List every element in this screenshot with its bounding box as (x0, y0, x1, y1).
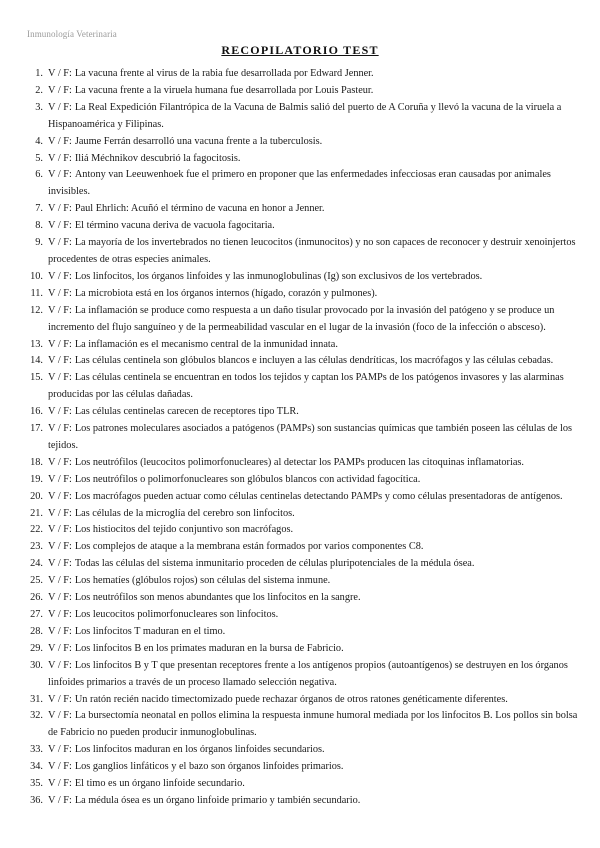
true-false-label: V / F: (48, 372, 72, 384)
question-body (48, 776, 579, 793)
question-item (27, 134, 579, 151)
question-body (48, 472, 579, 489)
true-false-label: V / F: (48, 744, 72, 756)
question-text: Las células centinelas carecen de receptores tipo TLR. (74, 406, 299, 418)
true-false-label: V / F: (48, 338, 72, 350)
question-body (48, 151, 579, 168)
question-number: 33. (30, 744, 43, 756)
question-item (27, 708, 579, 742)
question-body (48, 658, 579, 692)
true-false-label: V / F: (48, 575, 72, 587)
question-number: 5. (35, 152, 43, 164)
question-text: Los linfocitos B en los primates maduran en la bursa de Fabricio. (74, 642, 344, 654)
true-false-label: V / F: (48, 625, 72, 637)
question-body (48, 286, 579, 303)
question-body (48, 742, 579, 759)
question-text: La microbiota está en los órganos internos (hígado, corazón y pulmones). (74, 287, 378, 299)
running-header: Inmunología Veterinaria (27, 29, 117, 39)
question-number: 12. (30, 304, 43, 316)
question-text: Los complejos de ataque a la membrana están formados por varios componentes C8. (74, 541, 424, 553)
true-false-label: V / F: (48, 490, 72, 502)
question-number: 32. (30, 710, 43, 722)
question-body (48, 708, 579, 742)
question-item (27, 235, 579, 269)
question-body (48, 522, 579, 539)
question-text: La Real Expedición Filantrópica de la Vacuna de Balmis salió del puerto de A Coruña y llevó la vacuna de la viruela a Hispanoamérica y Filipinas. (48, 101, 562, 130)
question-body (48, 455, 579, 472)
true-false-label: V / F: (48, 778, 72, 790)
question-body (48, 370, 579, 404)
question-body (48, 201, 579, 218)
question-number: 34. (30, 761, 43, 773)
question-body (48, 134, 579, 151)
question-body (48, 793, 579, 810)
true-false-label: V / F: (48, 659, 72, 671)
question-item (27, 624, 579, 641)
question-body (48, 404, 579, 421)
question-number: 30. (30, 659, 43, 671)
true-false-label: V / F: (48, 541, 72, 553)
question-item (27, 83, 579, 100)
question-number: 29. (30, 642, 43, 654)
true-false-label: V / F: (48, 456, 72, 468)
question-number: 1. (35, 68, 43, 79)
question-number: 15. (30, 372, 43, 384)
question-item (27, 455, 579, 472)
true-false-label: V / F: (48, 287, 72, 299)
question-text: Los linfocitos, los órganos linfoides y las inmunoglobulinas (Ig) son exclusivos de los vertebrados. (74, 270, 483, 282)
question-item (27, 742, 579, 759)
question-number: 31. (30, 693, 43, 705)
true-false-label: V / F: (48, 710, 72, 722)
question-item (27, 658, 579, 692)
true-false-label: V / F: (48, 304, 72, 316)
question-text: Los linfocitos B y T que presentan receptores frente a los antígenos propios (autoantígenos) se destruyen en los órganos linfoides primarios a través de un proceso llamado selección negativa. (48, 659, 568, 688)
question-body (48, 218, 579, 235)
question-body (48, 269, 579, 286)
question-number: 8. (35, 220, 43, 232)
question-text: Las células centinela se encuentran en todos los tejidos y captan los PAMPs de los patógenos invasores y las alarminas producidas por las células dañadas. (48, 372, 564, 401)
question-number: 9. (35, 237, 43, 249)
question-item (27, 692, 579, 709)
question-text: Los hematíes (glóbulos rojos) son células del sistema inmune. (74, 575, 331, 587)
question-number: 23. (30, 541, 43, 553)
true-false-label: V / F: (48, 558, 72, 570)
question-item (27, 218, 579, 235)
question-text: Los macrófagos pueden actuar como células centinelas detectando PAMPs y como células presentadoras de antígenos. (74, 490, 563, 502)
true-false-label: V / F: (48, 152, 72, 164)
question-body (48, 167, 579, 201)
true-false-label: V / F: (48, 101, 72, 113)
question-text: Los histiocitos del tejido conjuntivo son macrófagos. (74, 524, 294, 536)
question-text: Los neutrófilos o polimorfonucleares son glóbulos blancos con actividad fagocítica. (74, 473, 421, 485)
question-number: 3. (35, 101, 43, 113)
question-body (48, 692, 579, 709)
question-item (27, 353, 579, 370)
true-false-label: V / F: (48, 761, 72, 773)
question-item (27, 607, 579, 624)
question-number: 35. (30, 778, 43, 790)
question-body (48, 100, 579, 134)
question-body (48, 607, 579, 624)
question-body (48, 66, 579, 83)
true-false-label: V / F: (48, 237, 72, 249)
question-number: 28. (30, 625, 43, 637)
true-false-label: V / F: (48, 507, 72, 519)
question-text: La médula ósea es un órgano linfoide primario y también secundario. (74, 794, 361, 806)
question-number: 11. (30, 287, 43, 299)
question-text: Los neutrófilos (leucocitos polimorfonucleares) al detectar los PAMPs producen las citoquinas inflamatorias. (74, 456, 525, 468)
question-text: Todas las células del sistema inmunitario proceden de células pluripotenciales de la médula ósea. (74, 558, 475, 570)
question-text: Las células centinela son glóbulos blancos e incluyen a las células dendríticas, los macrófagos y las células cebadas. (74, 355, 554, 367)
question-text: La inflamación es el mecanismo central de la inmunidad innata. (74, 338, 338, 350)
question-item (27, 286, 579, 303)
question-item (27, 573, 579, 590)
question-item (27, 556, 579, 573)
question-item (27, 269, 579, 286)
question-body (48, 506, 579, 523)
question-text: Los linfocitos T maduran en el timo. (74, 625, 226, 637)
question-item (27, 151, 579, 168)
question-text: Los patrones moleculares asociados a patógenos (PAMPs) son sustancias químicas que también poseen las células de los tejidos. (48, 423, 573, 451)
question-text: La inflamación se produce como respuesta a un daño tisular provocado por la invasión del patógeno y se produce un incremento del flujo sanguíneo y de la permeabilidad vascular en el lugar de la invasión (foco de la infección o absceso). (48, 304, 555, 333)
question-text: Los neutrófilos son menos abundantes que los linfocitos en la sangre. (74, 592, 361, 604)
question-number: 4. (35, 135, 43, 147)
question-number: 27. (30, 609, 43, 620)
true-false-label: V / F: (48, 794, 72, 806)
question-body (48, 421, 579, 455)
question-body (48, 337, 579, 354)
question-item (27, 539, 579, 556)
question-text: Antony van Leeuwenhoek fue el primero en proponer que las enfermedades infecciosas eran causadas por animales invisibles. (48, 169, 551, 198)
question-body (48, 590, 579, 607)
question-item (27, 590, 579, 607)
question-number: 10. (30, 270, 43, 282)
question-item (27, 201, 579, 218)
question-text: Los ganglios linfáticos y el bazo son órganos linfoides primarios. (74, 761, 344, 773)
question-number: 25. (30, 575, 43, 587)
true-false-label: V / F: (48, 609, 72, 620)
question-number: 22. (30, 524, 43, 536)
question-item (27, 759, 579, 776)
question-body (48, 759, 579, 776)
question-body (48, 556, 579, 573)
question-text: Paul Ehrlich: Acuñó el término de vacuna en honor a Jenner. (74, 203, 325, 215)
question-body (48, 641, 579, 658)
question-body (48, 573, 579, 590)
question-item (27, 472, 579, 489)
true-false-label: V / F: (48, 220, 72, 232)
question-text: La vacuna frente a la viruela humana fue desarrollada por Louis Pasteur. (74, 84, 374, 96)
question-number: 19. (30, 473, 43, 485)
question-number: 17. (30, 423, 43, 435)
question-text: Jaume Ferrán desarrolló una vacuna frente a la tuberculosis. (74, 135, 323, 147)
question-text: Los linfocitos maduran en los órganos linfoides secundarios. (74, 744, 325, 756)
question-item (27, 100, 579, 134)
question-body (48, 539, 579, 556)
question-item (27, 404, 579, 421)
question-item (27, 522, 579, 539)
question-item (27, 167, 579, 201)
question-list (27, 66, 579, 810)
question-item (27, 370, 579, 404)
true-false-label: V / F: (48, 693, 72, 705)
question-number: 16. (30, 406, 43, 418)
true-false-label: V / F: (48, 270, 72, 282)
question-text: El timo es un órgano linfoide secundario. (74, 778, 245, 790)
question-body (48, 624, 579, 641)
true-false-label: V / F: (48, 592, 72, 604)
question-item (27, 66, 579, 83)
question-text: La mayoría de los invertebrados no tienen leucocitos (inmunocitos) y no son capaces de reconocer y destruir xenoinjertos procedentes de otras especies animales. (48, 237, 576, 265)
question-number: 13. (30, 338, 43, 350)
question-item (27, 303, 579, 337)
true-false-label: V / F: (48, 84, 72, 96)
question-item (27, 641, 579, 658)
question-number: 21. (30, 507, 43, 519)
question-text: El término vacuna deriva de vacuola fagocitaria. (74, 220, 275, 232)
question-body (48, 235, 579, 269)
question-text: La vacuna frente al virus de la rabia fue desarrollada por Edward Jenner. (74, 68, 374, 79)
question-text: La bursectomía neonatal en pollos elimina la respuesta inmune humoral mediada por los linfocitos B. Los pollos sin bolsa de Fabricio no pueden producir inmunoglobulinas. (48, 710, 578, 739)
question-body (48, 83, 579, 100)
true-false-label: V / F: (48, 68, 72, 79)
question-number: 20. (30, 490, 43, 502)
question-number: 26. (30, 592, 43, 604)
question-number: 2. (35, 84, 43, 96)
question-body (48, 353, 579, 370)
true-false-label: V / F: (48, 355, 72, 367)
question-number: 14. (30, 355, 43, 367)
question-number: 36. (30, 794, 43, 806)
true-false-label: V / F: (48, 642, 72, 654)
true-false-label: V / F: (48, 135, 72, 147)
question-number: 24. (30, 558, 43, 570)
true-false-label: V / F: (48, 406, 72, 418)
question-text: Los leucocitos polimorfonucleares son linfocitos. (74, 609, 279, 620)
question-number: 6. (35, 169, 43, 181)
question-item (27, 337, 579, 354)
question-body (48, 489, 579, 506)
document-title: RECOPILATORIO TEST (221, 43, 379, 57)
question-item (27, 506, 579, 523)
question-number: 18. (30, 456, 43, 468)
true-false-label: V / F: (48, 169, 72, 181)
question-body (48, 303, 579, 337)
true-false-label: V / F: (48, 423, 72, 435)
question-text: Las células de la microglía del cerebro son linfocitos. (74, 507, 295, 519)
question-text: Iliá Méchnikov descubrió la fagocitosis. (74, 152, 241, 164)
question-item (27, 776, 579, 793)
question-item (27, 793, 579, 810)
question-number: 7. (35, 203, 43, 215)
question-item (27, 489, 579, 506)
true-false-label: V / F: (48, 524, 72, 536)
question-item (27, 421, 579, 455)
question-text: Un ratón recién nacido timectomizado puede rechazar órganos de otros ratones genéticamente diferentes. (74, 693, 508, 705)
true-false-label: V / F: (48, 473, 72, 485)
true-false-label: V / F: (48, 203, 72, 215)
